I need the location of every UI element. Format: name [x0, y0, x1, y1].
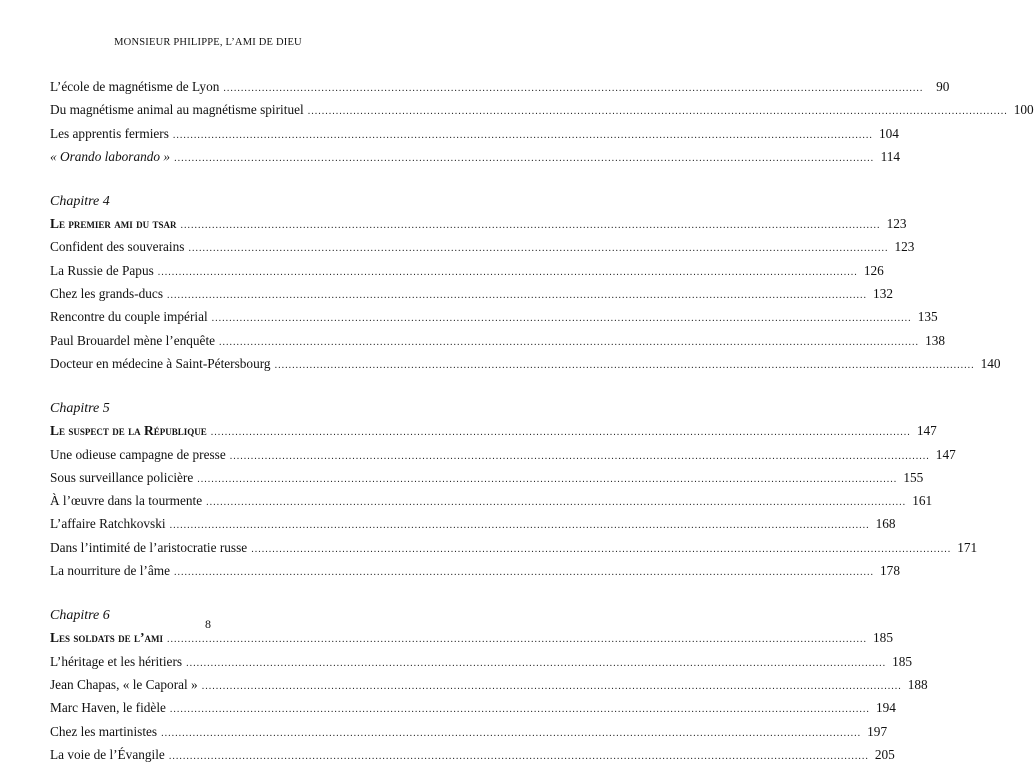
toc-entry-page: 185	[892, 653, 913, 669]
toc-entry-page: 90	[936, 79, 950, 94]
toc-group	[50, 192, 1001, 375]
toc-entry-title: Dans l’intimité de l’aristocratie russe	[50, 539, 248, 555]
chapter-heading	[50, 419, 937, 442]
toc-entry-page: 100	[1013, 102, 1034, 118]
toc-entry-page: 138	[925, 332, 946, 348]
toc-entry	[50, 696, 896, 719]
leader-dots: ........................................................................................................................................................................................................	[168, 750, 869, 762]
toc-entry	[50, 466, 924, 489]
toc-entry-page: 135	[917, 309, 938, 325]
leader-dots: ........................................................................................................................................................................................................	[180, 220, 881, 232]
toc-entry-page: 205	[874, 746, 895, 762]
chapter-label: Chapitre 5	[50, 401, 110, 417]
toc-entry-page: 155	[903, 469, 924, 485]
toc-entry	[50, 559, 900, 582]
leader-dots: ........................................................................................................................................................................................................	[186, 657, 887, 669]
toc-entry	[50, 512, 896, 535]
toc-entry	[50, 650, 913, 673]
toc-entry-title: Une odieuse campagne de presse	[50, 446, 226, 462]
leader-dots: ........................................................................................................................................................................................................	[161, 727, 862, 739]
leader-dots: ........................................................................................................................................................................................................	[251, 543, 952, 555]
toc-entry-page: 104	[878, 125, 899, 141]
toc-entry-title: La nourriture de l’âme	[50, 563, 170, 579]
toc-entry-title: Rencontre du couple impérial	[50, 309, 208, 325]
leader-dots: ........................................................................................................................................................................................................	[211, 313, 912, 325]
table-of-contents	[50, 75, 1034, 766]
toc-entry-page: 123	[894, 239, 915, 255]
toc-group	[50, 399, 978, 582]
toc-entry	[50, 743, 895, 766]
toc-entry-title: La voie de l’Évangile	[50, 746, 165, 762]
leader-dots: ........................................................................................................................................................................................................	[219, 336, 920, 348]
page-number: 8	[205, 617, 211, 631]
chapter-heading-page: 185	[873, 630, 893, 646]
toc-entry-title: Du magnétisme animal au magnétisme spirituel	[50, 102, 304, 118]
leader-dots: ........................................................................................................................................................................................................	[169, 520, 870, 532]
leader-dots: ........................................................................................................................................................................................................	[166, 634, 867, 646]
chapter-heading-title: Les soldats de l’ami	[50, 630, 163, 646]
toc-entry-title: Chez les martinistes	[50, 723, 158, 739]
leader-dots: ........................................................................................................................................................................................................	[210, 427, 911, 439]
toc-entry	[50, 259, 884, 282]
toc-entry-title: Marc Haven, le fidèle	[50, 700, 166, 716]
toc-entry-title: L’affaire Ratchkovski	[50, 516, 166, 532]
chapter-heading-page: 123	[886, 216, 907, 232]
chapter-heading-title: Le premier ami du tsar	[50, 216, 177, 232]
chapter-label: Chapitre 4	[50, 194, 110, 210]
leader-dots: ........................................................................................................................................................................................................	[229, 450, 930, 462]
toc-entry-title: Confident des souverains	[50, 239, 185, 255]
chapter-heading-page: 147	[916, 423, 937, 439]
leader-dots: ........................................................................................................................................................................................................	[197, 473, 898, 485]
toc-entry-page: 140	[980, 355, 1001, 371]
leader-dots: ........................................................................................................................................................................................................	[173, 567, 874, 579]
toc-entry	[50, 282, 893, 305]
leader-dots: ........................................................................................................................................................................................................	[274, 359, 975, 371]
toc-entry	[50, 720, 888, 743]
leader-dots: ........................................................................................................................................................................................................	[172, 129, 873, 141]
toc-entry-page: 168	[875, 516, 896, 532]
toc-entry-page: 188	[907, 676, 928, 692]
toc-entry-page: 197	[867, 723, 888, 739]
toc-entry-page: 114	[880, 148, 901, 164]
toc-entry	[50, 536, 978, 559]
toc-entry-page: 194	[875, 700, 896, 716]
toc-entry	[50, 489, 933, 512]
chapter-heading-title: Le suspect de la République	[50, 423, 207, 439]
toc-entry-title: Paul Brouardel mène l’enquête	[50, 332, 216, 348]
leader-dots: ........................................................................................................................................................................................................	[307, 106, 1008, 118]
toc-entry-title: À l’œuvre dans la tourmente	[50, 493, 203, 509]
toc-entry	[50, 673, 928, 696]
leader-dots: ........................................................................................................................................................................................................	[174, 152, 875, 164]
toc-entry	[50, 75, 950, 98]
leader-dots: ........................................................................................................................................................................................................	[167, 290, 867, 302]
toc-group	[50, 75, 1034, 168]
toc-entry	[50, 305, 938, 328]
toc-entry	[50, 329, 946, 352]
toc-entry-page: 178	[880, 563, 900, 579]
toc-entry	[50, 352, 1001, 375]
toc-entry	[50, 98, 1034, 121]
leader-dots: ........................................................................................................................................................................................................	[206, 497, 907, 509]
toc-entry-page: 161	[912, 493, 933, 509]
toc-entry	[50, 443, 956, 466]
toc-entry-page: 126	[863, 262, 884, 278]
leader-dots: ........................................................................................................................................................................................................	[169, 704, 870, 716]
toc-entry-title: Les apprentis fermiers	[50, 125, 169, 141]
toc-entry-title: L’héritage et les héritiers	[50, 653, 183, 669]
toc-entry	[50, 122, 899, 145]
toc-entry-title: Chez les grands-ducs	[50, 286, 163, 302]
toc-entry-title: « Orando laborando »	[50, 148, 171, 164]
leader-dots: ........................................................................................................................................................................................................	[188, 243, 889, 255]
toc-entry-page: 171	[957, 539, 978, 555]
chapter-label: Chapitre 6	[50, 608, 110, 624]
toc-entry	[50, 145, 901, 168]
toc-entry-page: 147	[935, 446, 956, 462]
toc-entry	[50, 235, 915, 258]
chapter-heading	[50, 212, 907, 235]
leader-dots: ........................................................................................................................................................................................................	[223, 83, 924, 94]
toc-entry-page: 132	[873, 286, 893, 302]
toc-entry-title: L’école de magnétisme de Lyon	[50, 79, 220, 94]
toc-entry-title: La Russie de Papus	[50, 262, 154, 278]
leader-dots: ........................................................................................................................................................................................................	[157, 266, 858, 278]
toc-entry-title: Sous surveillance policière	[50, 469, 194, 485]
toc-entry-title: Jean Chapas, « le Caporal »	[50, 676, 198, 692]
leader-dots: ........................................................................................................................................................................................................	[201, 680, 902, 692]
toc-entry-title: Docteur en médecine à Saint-Pétersbourg	[50, 355, 271, 371]
running-head: MONSIEUR PHILIPPE, L’AMI DE DIEU	[114, 37, 302, 48]
